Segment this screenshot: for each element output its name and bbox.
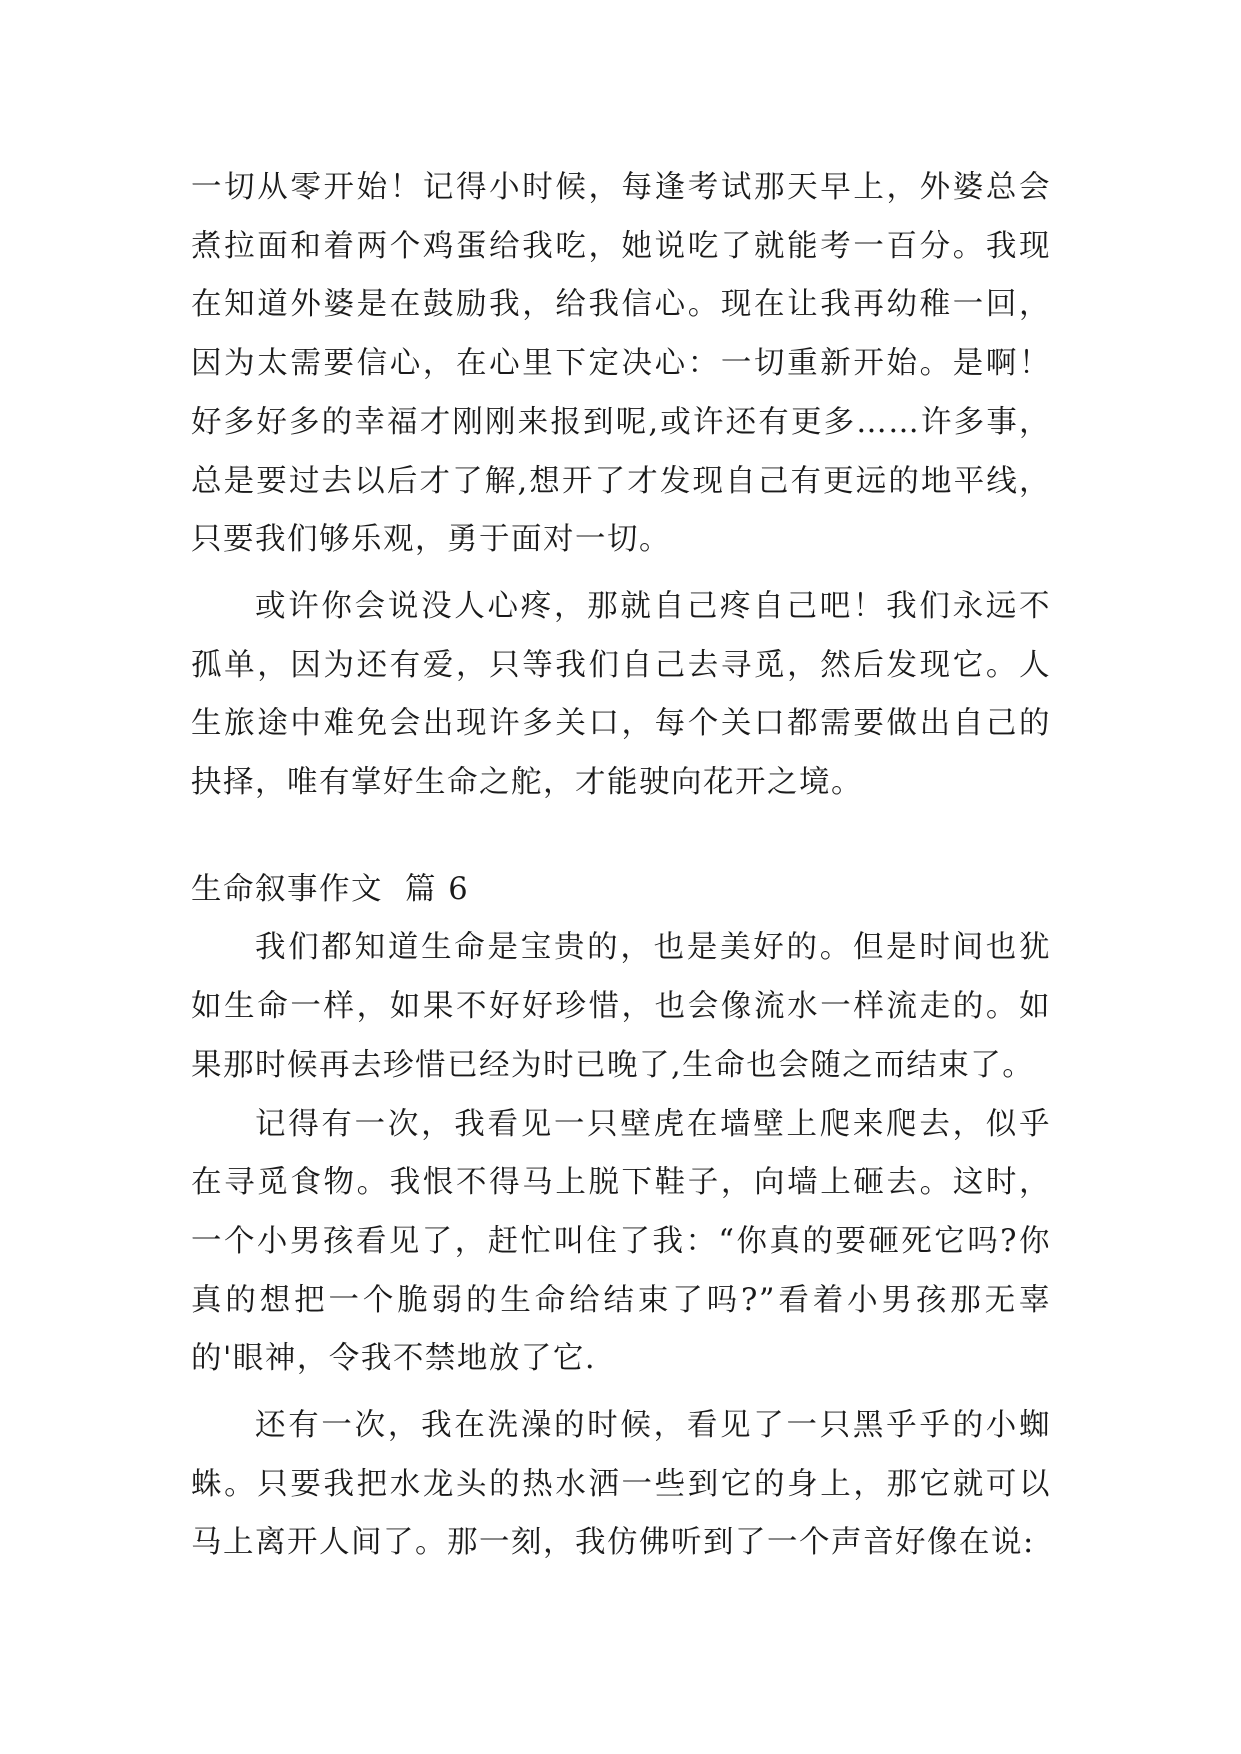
section-title: 生命叙事作文	[191, 871, 383, 907]
document-body	[191, 159, 1051, 1573]
section-heading	[191, 861, 1051, 920]
paragraph-continuation: 一切从零开始！记得小时候，每逢考试那天早上，外婆总会煮拉面和着两个鸡蛋给我吃，她说吃了就能考一百分。我现在知道外婆是在鼓励我，给我信心。现在让我再幼稚一回，因为太需要信心，在心里下定决心：一切重新开始。是啊！好多好多的幸福才刚刚来报到呢,或许还有更多……许多事，总是要过去以后才了解,想开了才发现自己有更远的地平线，只要我们够乐观，勇于面对一切。	[191, 170, 1051, 558]
paragraph: 或许你会说没人心疼，那就自己疼自己吧！我们永远不孤单，因为还有爱，只等我们自己去寻觅，然后发现它。人生旅途中难免会出现许多关口，每个关口都需要做出自己的抉择，唯有掌好生命之舵，才能驶向花开之境。	[191, 588, 1051, 801]
paragraph: 我们都知道生命是宝贵的，也是美好的。但是时间也犹如生命一样，如果不好好珍惜，也会像流水一样流走的。如果那时候再去珍惜已经为时已晚了,生命也会随之而结束了。	[191, 930, 1051, 1083]
section-number: 篇 6	[405, 871, 470, 907]
paragraph: 还有一次，我在洗澡的时候，看见了一只黑乎乎的小蜘蛛。只要我把水龙头的热水洒一些到它的身上，那它就可以马上离开人间了。那一刻，我仿佛听到了一个声音好像在说:	[191, 1408, 1051, 1561]
paragraph: 记得有一次，我看见一只壁虎在墙壁上爬来爬去，似乎在寻觅食物。我恨不得马上脱下鞋子，向墙上砸去。这时，一个小男孩看见了，赶忙叫住了我：“你真的要砸死它吗?你真的想把一个脆弱的生命给结束了吗?”看着小男孩那无辜的'眼神，令我不禁地放了它.	[191, 1106, 1051, 1377]
